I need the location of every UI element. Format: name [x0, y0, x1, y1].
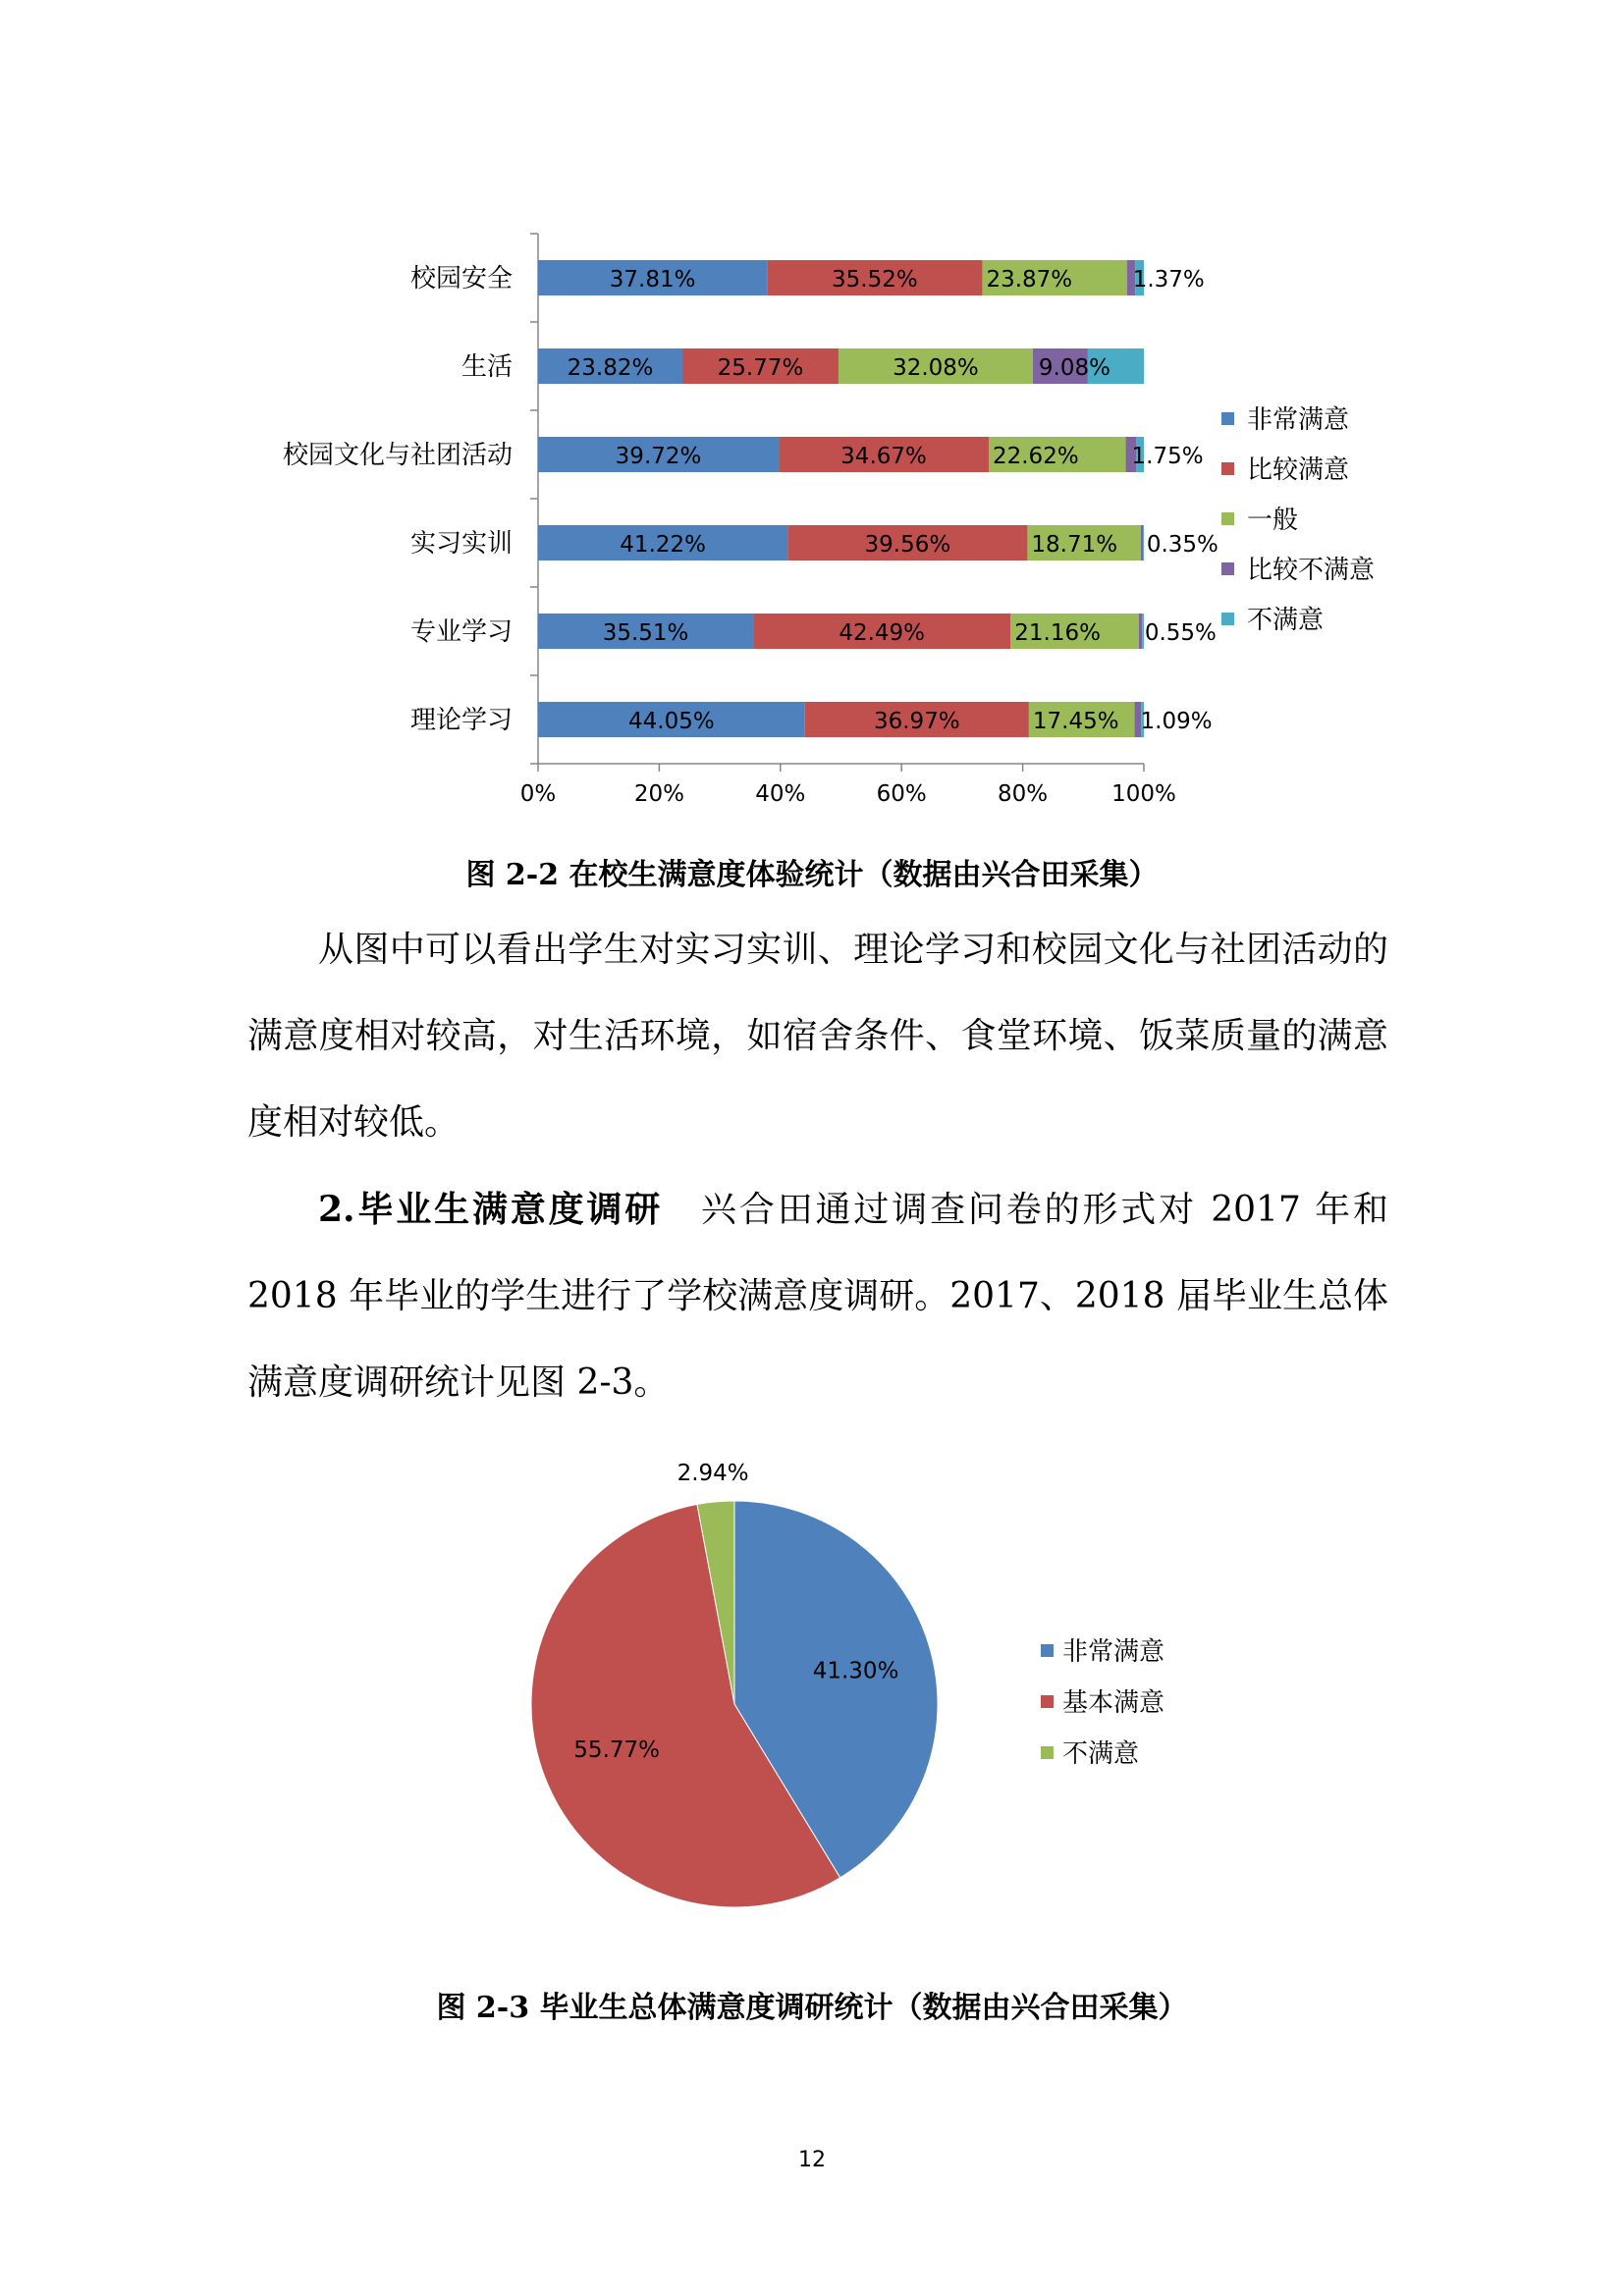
data-label: 41.22%	[620, 532, 707, 558]
data-label: 34.67%	[840, 444, 927, 469]
legend-label: 一般	[1247, 506, 1299, 535]
legend-label: 非常满意	[1247, 405, 1350, 435]
category-label: 理论学习	[409, 706, 513, 735]
category-label: 生活	[460, 352, 513, 382]
category-label: 校园安全	[409, 264, 513, 294]
data-label: 37.81%	[609, 267, 696, 293]
data-label: 42.49%	[839, 620, 926, 646]
legend-swatch	[1041, 1644, 1054, 1657]
data-label: 18.71%	[1031, 532, 1118, 558]
page-number: 12	[798, 2148, 826, 2172]
data-label: 0.55%	[1144, 620, 1217, 646]
data-label: 35.51%	[602, 620, 689, 646]
section-body: 兴合田通过调查问卷的形式对 2017 年和 2018 年毕业的学生进行了学校满意度调研。2017、2018 届毕业生总体满意度调研统计见图 2-3。	[247, 1190, 1388, 1403]
slice-label: 41.30%	[812, 1658, 899, 1684]
data-label: 44.05%	[628, 709, 715, 734]
data-label: 17.45%	[1032, 709, 1119, 734]
category-label: 专业学习	[409, 617, 513, 647]
x-tick-label: 80%	[998, 781, 1049, 807]
data-label: 39.72%	[615, 444, 702, 469]
legend-label: 不满意	[1062, 1739, 1140, 1769]
x-tick-label: 20%	[633, 781, 684, 807]
legend-swatch	[1041, 1695, 1054, 1708]
data-label: 9.08%	[1038, 355, 1110, 381]
legend-label: 不满意	[1247, 606, 1325, 635]
data-label: 25.77%	[717, 355, 804, 381]
data-label: 1.37%	[1132, 267, 1205, 293]
category-label: 校园文化与社团活动	[282, 441, 513, 470]
legend-label: 非常满意	[1062, 1637, 1165, 1667]
data-label: 1.09%	[1140, 709, 1213, 734]
legend-label: 比较不满意	[1247, 556, 1376, 585]
data-label: 23.87%	[986, 267, 1073, 293]
category-label: 实习实训	[409, 529, 513, 559]
data-label: 0.35%	[1146, 532, 1218, 558]
data-label: 21.16%	[1014, 620, 1101, 646]
x-tick-label: 40%	[755, 781, 806, 807]
figure-2-2-caption: 图 2-2 在校生满意度体验统计（数据由兴合田采集）	[465, 858, 1159, 892]
data-label: 23.82%	[567, 355, 654, 381]
legend-swatch	[1041, 1746, 1054, 1759]
data-label: 36.97%	[873, 709, 960, 734]
paragraph-analysis: 从图中可以看出学生对实习实训、理论学习和校园文化与社团活动的满意度相对较高，对生活环境，如宿舍条件、食堂环境、饭菜质量的满意度相对较低。	[247, 930, 1388, 1143]
data-label: 1.75%	[1131, 444, 1204, 469]
x-tick-label: 0%	[519, 781, 557, 807]
x-tick-label: 100%	[1111, 781, 1176, 807]
figure-2-3-caption: 图 2-3 毕业生总体满意度调研统计（数据由兴合田采集）	[436, 1991, 1188, 2025]
x-tick-label: 60%	[876, 781, 927, 807]
data-label: 32.08%	[893, 355, 979, 381]
data-label: 22.62%	[992, 444, 1079, 469]
section-heading: 2.毕业生满意度调研	[318, 1189, 664, 1230]
data-label: 35.52%	[832, 267, 918, 293]
slice-label: 55.77%	[573, 1736, 661, 1763]
data-label: 39.56%	[864, 532, 951, 558]
legend-label: 比较满意	[1247, 455, 1350, 485]
slice-label: 2.94%	[677, 1461, 749, 1487]
legend-label: 基本满意	[1062, 1688, 1165, 1718]
